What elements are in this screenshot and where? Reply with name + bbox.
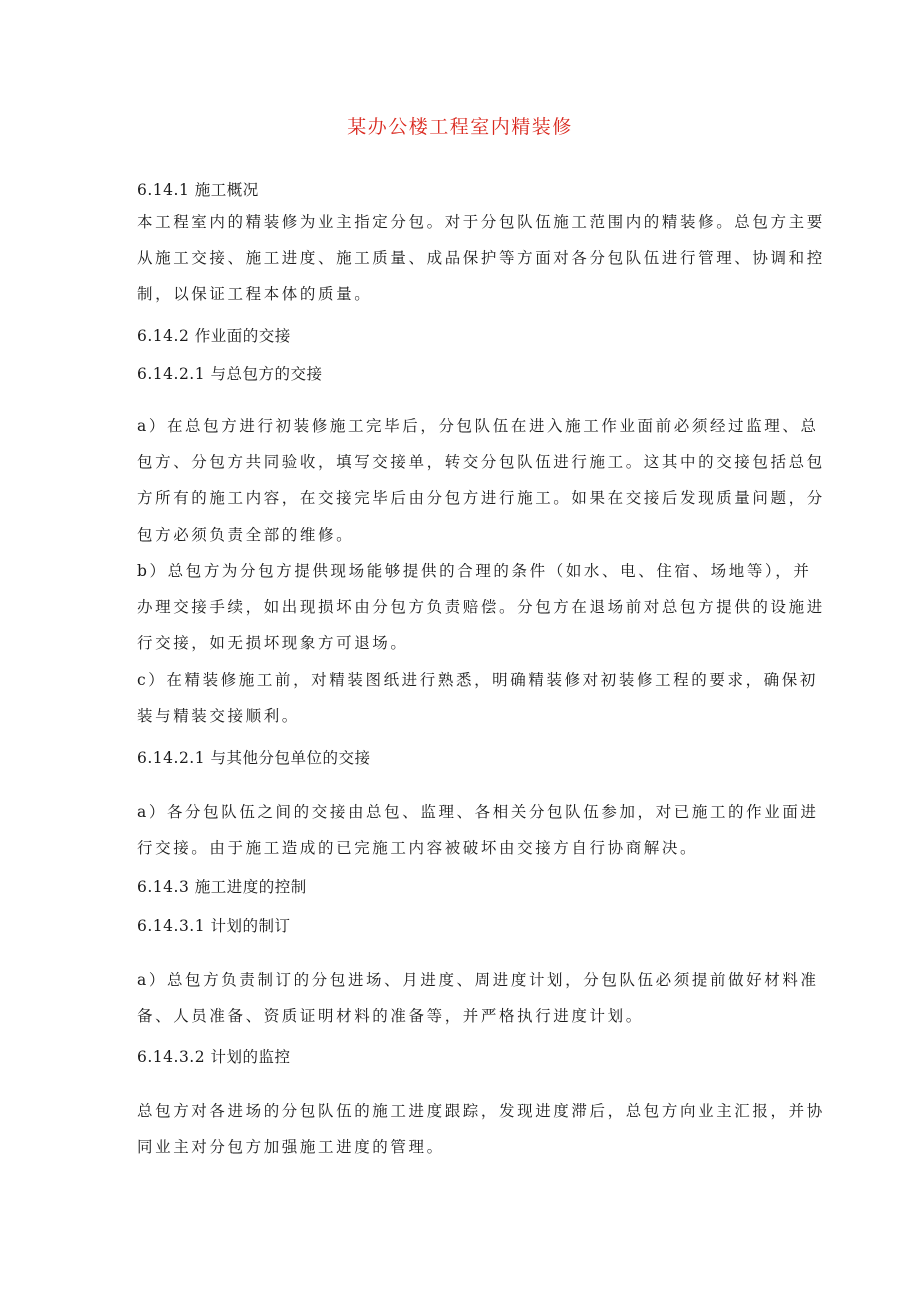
text-line: 包方、分包方共同验收，填写交接单，转交分包队伍进行施工。这其中的交接包括总包 [137, 453, 825, 472]
text-line: 本工程室内的精装修为业主指定分包。对于分包队伍施工范围内的精装修。总包方主要 [137, 213, 825, 231]
text-line: a）总包方负责制订的分包进场、月进度、周进度计划，分包队伍必须提前做好材料准 [137, 971, 819, 989]
text-line: 行交接。由于施工造成的已完施工内容被破坏由交接方自行协商解决。 [137, 839, 699, 858]
text-line: 总包方对各进场的分包队伍的施工进度跟踪，发现进度滞后，总包方向业主汇报，并协 [137, 1102, 825, 1120]
heading-6-14-2-1-general-contractor: 6.14.2.1 与总包方的交接 [137, 365, 323, 383]
heading-6-14-3-2: 6.14.3.2 计划的监控 [137, 1048, 291, 1066]
document-title: 某办公楼工程室内精装修 [347, 116, 573, 138]
paragraph-monitoring [137, 1093, 825, 1165]
paragraph-b-site-conditions [137, 553, 825, 662]
heading-6-14-3: 6.14.3 施工进度的控制 [137, 878, 307, 896]
heading-6-14-2-1-other-subcontractors: 6.14.2.1 与其他分包单位的交接 [137, 749, 371, 767]
heading-6-14-3-1: 6.14.3.1 计划的制订 [137, 917, 291, 935]
text-line: c）在精装修施工前，对精装图纸进行熟悉，明确精装修对初装修工程的要求，确保初 [137, 671, 818, 689]
paragraph-overview [137, 204, 825, 313]
paragraph-a-handover-subcontractors [137, 794, 819, 866]
text-line: 制，以保证工程本体的质量。 [137, 285, 373, 304]
text-line: b）总包方为分包方提供现场能够提供的合理的条件（如水、电、住宿、场地等），并 [137, 562, 812, 580]
text-line: 行交接，如无损坏现象方可退场。 [137, 634, 409, 653]
paragraph-c-drawings [137, 662, 818, 734]
text-line: 方所有的施工内容，在交接完毕后由分包方进行施工。如果在交接后发现质量问题，分 [137, 489, 825, 508]
heading-6-14-1: 6.14.1 施工概况 [137, 181, 259, 199]
paragraph-a-schedule [137, 962, 819, 1034]
text-line: 办理交接手续，如出现损坏由分包方负责赔偿。分包方在退场前对总包方提供的设施进 [137, 598, 825, 617]
text-line: 同业主对分包方加强施工进度的管理。 [137, 1138, 445, 1157]
text-line: 装与精装交接顺利。 [137, 707, 300, 726]
paragraph-a-handover-general [137, 408, 825, 553]
text-line: 备、人员准备、资质证明材料的准备等，并严格执行进度计划。 [137, 1007, 644, 1026]
text-line: a）在总包方进行初装修施工完毕后，分包队伍在进入施工作业面前必须经过监理、总 [137, 417, 819, 435]
heading-6-14-2: 6.14.2 作业面的交接 [137, 327, 291, 345]
text-line: 包方必须负责全部的维修。 [137, 525, 355, 544]
text-line: a）各分包队伍之间的交接由总包、监理、各相关分包队伍参加，对已施工的作业面进 [137, 803, 819, 821]
text-line: 从施工交接、施工进度、施工质量、成品保护等方面对各分包队伍进行管理、协调和控 [137, 249, 825, 268]
